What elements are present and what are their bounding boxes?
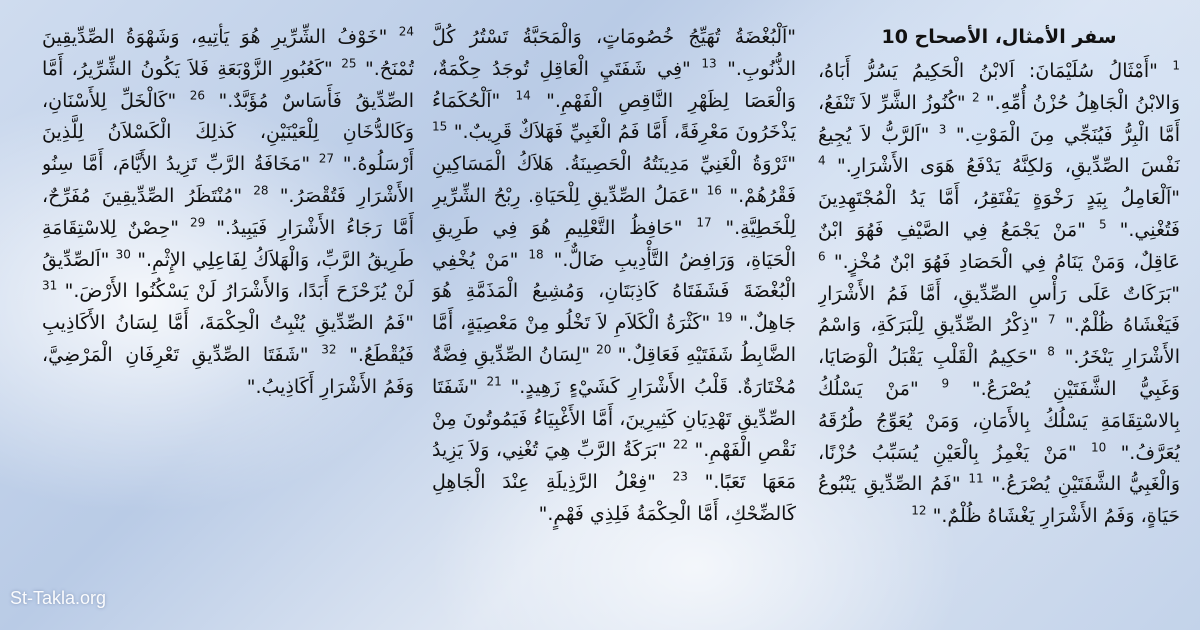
verse-number: 16 <box>706 183 722 198</box>
verse-number: 28 <box>253 183 269 198</box>
verse-text: "بَرَكَاتٌ عَلَى رَأْسِ الصِّدِّيقِ، أَمَّا فَمُ الأَشْرَارِ فَيَغْشَاهُ ظُلْمٌ." <box>818 282 1180 337</box>
verse-number: 20 <box>596 342 612 357</box>
verse-text: "مَنْ يَجْمَعُ فِي الصَّيْفِ فَهُوَ ابْنٌ عَاقِلٌ، وَمَنْ يَنَامُ فِي الْحَصَادِ فَهُوَ ابْنٌ مُخْزٍ." <box>818 218 1180 273</box>
verse-text: "شَفَتَا الصِّدِّيقِ تَعْرِفَانِ الْمَرْضِيَّ، وَفَمُ الأَشْرَارِ أَكَاذِيبُ." <box>42 343 414 398</box>
verse-text: "اَلصِّدِّيقُ لَنْ يُزَحْزَحَ أَبَدًا، وَالأَشْرَارُ لَنْ يَسْكُنُوا الأَرْضَ." <box>42 248 414 303</box>
verse-number: 24 <box>398 24 414 39</box>
verse-text: "ذِكْرُ الصِّدِّيقِ لِلْبَرَكَةِ، وَاسْمُ الأَشْرَارِ يَنْخَرُ." <box>818 314 1180 369</box>
verse-number: 22 <box>672 438 689 453</box>
verse-text: "اَلْحُكَمَاءُ يَذْخَرُونَ مَعْرِفَةً، أَمَّا فَمُ الْغَبِيِّ فَهَلاَكٌ قَرِيبٌ." <box>432 89 796 144</box>
verse-number: 2 <box>971 90 980 105</box>
verse-text: "كُنُوزُ الشَّرِّ لاَ تَنْفَعُ، أَمَّا الْبِرُّ فَيُنَجِّي مِنَ الْمَوْتِ." <box>818 91 1180 146</box>
verse-text: "حَافِظُ التَّعْلِيمِ هُوَ فِي طَرِيقِ الْحَيَاةِ، وَرَافِضُ التَّأْدِيبِ ضَالٌّ." <box>432 216 796 271</box>
verse-number: 14 <box>515 88 531 103</box>
verse-number: 15 <box>432 120 448 135</box>
verse-number: 21 <box>486 374 502 389</box>
verse-number: 8 <box>1047 344 1055 359</box>
verse-number: 29 <box>189 215 206 230</box>
verse-number: 1 <box>1172 58 1180 73</box>
verse-number: 5 <box>1098 217 1107 232</box>
verse-text: "فَمُ الصِّدِّيقِ يَنْبُوعُ حَيَاةٍ، وَفَمُ الأَشْرَارِ يَغْشَاهُ ظُلْمٌ." <box>818 473 1180 528</box>
verse-number: 3 <box>938 122 947 137</box>
verse-number: 6 <box>818 249 826 264</box>
verse-text: "فِي شَفَتَيِ الْعَاقِلِ تُوجَدُ حِكْمَةٌ، وَالْعَصَا لِظَهْرِ النَّاقِصِ الْفَهْمِ." <box>432 57 796 112</box>
verse-text: "فِعْلُ الرَّذِيلَةِ عِنْدَ الْجَاهِلِ كَالضِّحْكِ، أَمَّا الْحِكْمَةُ فَلِذِي فَهْمٍ." <box>432 471 796 525</box>
verse-text: "أَمْثَالُ سُلَيْمَانَ: اَلابْنُ الْحَكِيمُ يَسُرُّ أَبَاهُ، وَالابْنُ الْجَاهِلُ حُزْنُ أُمِّهِ." <box>818 60 1180 114</box>
verse-number: 11 <box>968 472 984 487</box>
verse-text: "عَمَلُ الصِّدِّيقِ لِلْحَيَاةِ. رِبْحُ الشِّرِّيرِ لِلْخَطِيَّةِ." <box>432 184 796 239</box>
verse-text: "كَثْرَةُ الْكَلاَمِ لاَ تَخْلُو مِنْ مَعْصِيَةٍ، أَمَّا الضَّابِطُ شَفَتَيْهِ فَعَاقِلٌ." <box>432 312 796 366</box>
verse-text: "اَلْعَامِلُ بِيَدٍ رَخْوَةٍ يَفْتَقِرُ، أَمَّا يَدُ الْمُجْتَهِدِينَ فَتُغْنِي." <box>818 187 1180 241</box>
verse-text: "مَنْ يُخْفِي الْبُغْضَةَ فَشَفَتَاهُ كَاذِبَتَانِ، وَمُشِيعُ الْمَذَمَّةِ هُوَ جَاهِلٌ." <box>432 248 796 335</box>
verse-number: 18 <box>528 247 544 262</box>
verse-text: "حَكِيمُ الْقَلْبِ يَقْبَلُ الْوَصَايَا، وَغَبِيُّ الشَّفَتَيْنِ يُصْرَعُ." <box>818 346 1180 400</box>
verse-number: 23 <box>672 469 688 484</box>
verse-text: "خَوْفُ الشِّرِّيرِ هُوَ يَأْتِيهِ، وَشَهْوَةُ الصِّدِّيقِينَ تُمْنَحُ." <box>42 26 414 80</box>
verse-text: "فَمُ الصِّدِّيقِ يُنْبِتُ الْحِكْمَةَ، أَمَّا لِسَانُ الأَكَاذِيبِ فَيُقْطَعُ." <box>42 312 414 366</box>
verse-text: "شَفَتَا الصِّدِّيقِ تَهْدِيَانِ كَثِيرِينَ، أَمَّا الأَغْبِيَاءُ فَيَمُوتُونَ مِنْ نَقْصِ الْفَهْمِ." <box>432 375 796 462</box>
verse-number: 4 <box>818 154 826 169</box>
verse-text: "حِصْنٌ لِلاسْتِقَامَةِ طَرِيقُ الرَّبِّ، وَالْهَلاَكُ لِفَاعِلِي الإِثْمِ." <box>42 216 414 271</box>
verse-text: "كَالْخَلِّ لِلأَسْنَانِ، وَكَالدُّخَانِ لِلْعَيْنَيْنِ، كَذلِكَ الْكَسْلاَنُ لِلَّذِينَ أَرْسَلُوهُ." <box>42 89 414 176</box>
verse-text: "ثَرْوَةُ الْغَنِيِّ مَدِينَتُهُ الْحَصِينَةُ. هَلاَكُ الْمَسَاكِينِ فَقْرُهُمْ." <box>432 153 796 207</box>
verse-text: "مَنْ يَغْمِزُ بِالْعَيْنِ يُسَبِّبُ حُزْنًا، وَالْغَبِيُّ الشَّفَتَيْنِ يُصْرَعُ." <box>818 441 1180 496</box>
verse-text: "كَعُبُورِ الزَّوْبَعَةِ فَلاَ يَكُونُ الشِّرِّيرُ، أَمَّا الصِّدِّيقُ فَأَسَاسٌ مُؤَبَّدٌ." <box>42 57 414 112</box>
site-watermark: St-Takla.org <box>10 588 107 608</box>
verse-text: "اَلْبُغْضَةُ تُهَيِّجُ خُصُومَاتٍ، وَالْمَحَبَّةُ تَسْتُرُ كُلَّ الذُّنُوبِ." <box>432 26 796 80</box>
verse-number: 19 <box>717 310 733 325</box>
verse-number: 9 <box>941 376 950 391</box>
verse-number: 12 <box>911 503 927 518</box>
verse-text: "مُنْتَظَرُ الصِّدِّيقِينَ مُفَرِّحٌ، أَمَّا رَجَاءُ الأَشْرَارِ فَيَبِيدُ." <box>42 184 414 239</box>
verse-number: 13 <box>701 56 717 71</box>
verse-text: "بَرَكَةُ الرَّبِّ هِيَ تُغْنِي، وَلاَ يَزِيدُ مَعَهَا تَعَبًا." <box>432 439 796 494</box>
verse-number: 32 <box>321 342 337 357</box>
text-column-right <box>818 22 1180 622</box>
verse-number: 10 <box>1091 440 1107 455</box>
verse-text: "اَلرَّبُّ لاَ يُجِيعُ نَفْسَ الصِّدِّيقِ، وَلكِنَّهُ يَدْفَعُ هَوَى الأَشْرَارِ." <box>818 123 1180 178</box>
chapter-title: سفر الأمثال، الأصحاح 10 <box>881 26 1117 48</box>
verse-number: 31 <box>42 279 58 294</box>
verse-text: "مَنْ يَسْلُكُ بِالاسْتِقَامَةِ يَسْلُكُ بِالأَمَانِ، وَمَنْ يُعَوِّجُ طُرُقَهُ يُعَرَّفُ." <box>818 377 1180 464</box>
verse-text: "مَخَافَةُ الرَّبِّ تَزِيدُ الأَيَّامَ، أَمَّا سِنُو الأَشْرَارِ فَتُقْصَرُ." <box>42 153 414 207</box>
verse-number: 27 <box>318 151 335 166</box>
verse-number: 30 <box>115 247 131 262</box>
verse-text: "لِسَانُ الصِّدِّيقِ فِضَّةٌ مُخْتَارَةٌ. قَلْبُ الأَشْرَارِ كَشَيْءٍ زَهِيدٍ." <box>432 343 796 398</box>
verse-number: 17 <box>696 215 712 230</box>
text-column-left <box>42 22 414 622</box>
verse-number: 26 <box>189 88 205 103</box>
verse-number: 7 <box>1047 313 1056 328</box>
text-column-middle <box>432 22 796 622</box>
verse-number: 25 <box>341 56 357 71</box>
